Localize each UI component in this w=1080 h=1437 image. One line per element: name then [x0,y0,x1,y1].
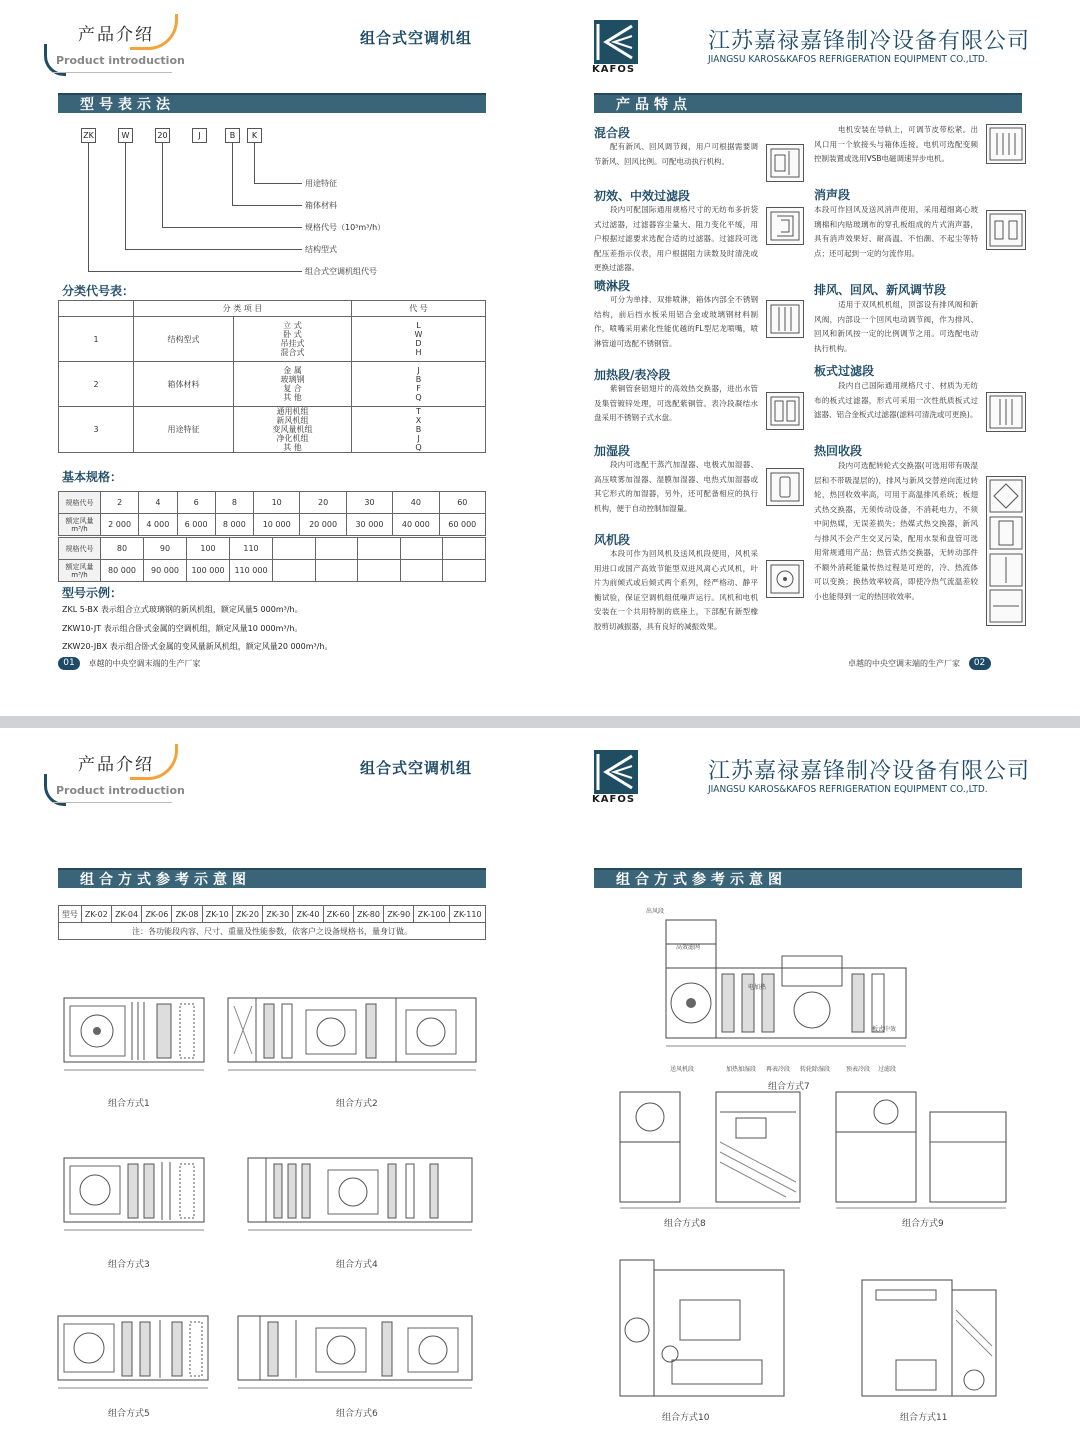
class-code-table [58,300,486,453]
model-cell: ZK-110 [450,906,486,923]
class-code: H [415,348,422,357]
leader-line [232,143,233,205]
code-label: 规格代号（10³m³/h） [305,223,386,232]
diagram-caption: 组合方式4 [336,1260,378,1270]
code-box: J [192,128,207,143]
spec-code: 8 [215,492,253,514]
feature-title: 加热段/表冷段 [594,368,671,382]
feature-title: 风机段 [594,533,631,547]
feature-title: 喷淋段 [594,279,631,293]
spec-label-code: 规格代号 [59,538,101,560]
spec-flow: 60 000 [439,514,485,536]
footer-slogan: 卓越的中央空调末端的生产厂家 [848,659,960,668]
model-cell: ZK-60 [323,906,353,923]
class-code: J [417,366,420,375]
feature-title: 加湿段 [594,444,631,458]
class-item: 吊挂式 [280,339,305,348]
company-name-cn: 江苏嘉禄嘉锋制冷设备有限公司 [708,759,1031,784]
diagram-combination-5 [56,1300,212,1398]
feature-title: 混合段 [594,126,631,140]
class-name: 用途特征 [134,407,234,453]
logo-text: KAFOS [592,794,636,805]
class-no: 2 [59,362,134,407]
company-name-cn: 江苏嘉禄嘉锋制冷设备有限公司 [708,29,1031,54]
spec-flow: 80 000 [101,560,144,582]
company-name-en: JIANGSU KAROS&KAFOS REFRIGERATION EQUIPMENT CO.,LTD. [708,54,988,65]
leader-line [232,205,302,206]
class-item: 金 属 [283,366,302,375]
page-product-features [540,0,1080,716]
class-code: L [416,321,421,330]
diagram-combination-10 [610,1250,790,1400]
diagram-label: 转轮除湿段 [800,1066,831,1073]
code-box: K [247,128,262,143]
spec-table-1 [58,491,486,536]
feature-text: 可分为单排、双排喷淋，箱体内部全不锈钢结构，前后挡水板采用铝合金或玻璃钢材料制作，喷嘴采用素化性能优越的FL型尼龙喷嘴，喷淋管道可选配不锈钢管。 [594,295,758,348]
code-label: 用途特征 [305,179,337,188]
class-code: Q [415,443,422,452]
diagram-label: 再表冷段 [766,1066,791,1073]
spec-flow: 100 000 [187,560,230,582]
feature-text: 段内可配国际通用规格尺寸的无纺布多折袋式过滤器，过滤器容尘量大、阻力变化平缓，用户根据过滤要求选配合适的过滤器。过滤段可选配压差指示仪表，用户根据阻力读数及时清洗或更换过滤器。 [594,205,758,272]
feature-title: 排风、回风、新风调节段 [814,283,947,297]
feature-text: 配有新风、回风调节阀，用户可根据需要调节新风、回风比例。可配电动执行机构。 [594,142,758,166]
class-no: 1 [59,317,134,362]
class-header-item: 分 类 项 目 [134,301,352,317]
spec-code: 100 [187,538,230,560]
model-cell: ZK-08 [172,906,202,923]
class-code: W [414,330,423,339]
class-item: 复 合 [283,384,302,393]
model-cell: ZK-02 [81,906,111,923]
logo-text: KAFOS [592,64,636,75]
feature-title: 热回收段 [814,444,863,458]
diagram-label: 出风段 [646,908,665,915]
page-model-designation [0,0,540,716]
feature-text: 紫铜管套铝翅片的高效热交换器，进出水管及集管镀锌处理，可选配紫铜管。表冷段凝结水盘采用不锈钢子式水盘。 [594,384,758,422]
leader-line [88,143,89,271]
class-item: 其 他 [283,393,302,402]
heat-recovery-icons [986,476,1026,626]
model-cell: ZK-04 [111,906,141,923]
diagram-combination-2 [226,982,480,1080]
diagram-caption: 组合方式1 [108,1099,150,1109]
spec-flow: 6 000 [177,514,215,536]
class-name: 结构型式 [134,317,234,362]
class-name: 箱体材料 [134,362,234,407]
diagram-caption: 组合方式2 [336,1099,378,1109]
spec-title: 基本规格： [62,470,123,484]
spec-code: 6 [177,492,215,514]
class-code: T [416,407,421,416]
spec-code: 4 [139,492,177,514]
code-label: 结构型式 [305,245,337,254]
page-combination-1 [0,730,540,1437]
class-code: J [417,434,420,443]
spec-flow: 30 000 [346,514,392,536]
page-number: 02 [969,657,991,670]
feature-text: 段内可选配转轮式交换器(可选用带有吸湿层和不带吸湿层的)，排风与新风交替逆向流过转轮，热回收效率高，可用于高温排风系统；板翅式热交换器，无须传动设备，不消耗电力，不须中间热媒，无误差损失；热媒式热交换器，新风与排风不会产生交叉污染，配用水泵和盘管可选用常规通用产品；热管式热交换器，无转动部件不额外消耗能量传热过程是可逆的，冷、热流体可以变换；换热效率较高，即使冷热气流温差较小也能得到一定的热回收效率。 [814,461,978,601]
spec-table-2 [58,537,486,582]
spec-code: 60 [439,492,485,514]
header-divider [52,802,172,803]
kafos-logo [594,750,638,794]
diagram-caption: 组合方式7 [768,1082,810,1092]
class-code: B [415,375,422,384]
kafos-logo [594,20,638,64]
feature-text: 本段可作为回风机及送风机段使用，风机采用进口或国产高效节能型双进风离心式风机，叶片为前倾式或后倾式两个系列，经严格动、静平衡试验，保证空调机组低噪声运行。风机和电机安装在一个共用特制的底座上，下部配有新型橡胶剪切减振器，具有良好的减振效果。 [594,549,758,631]
class-code: Q [415,393,422,402]
diagram-combination-1 [62,982,212,1080]
diagram-label: 加热加湿段 [726,1066,757,1073]
fan-section-icon [766,560,804,598]
header-divider [52,72,172,73]
spec-flow: 110 000 [230,560,273,582]
class-code-title: 分类代号表： [62,284,135,298]
page-separator [0,716,1080,728]
spec-code: 40 [393,492,439,514]
motor-rail-icon [986,124,1026,164]
class-item: 立 式 [283,321,302,330]
diagram-label: 板式中效 [872,1026,897,1033]
page-combination-2 [540,730,1080,1437]
model-cell: ZK-10 [202,906,232,923]
code-box: W [118,128,133,143]
spec-code: 10 [254,492,300,514]
spec-flow: 40 000 [393,514,439,536]
footer [848,657,991,670]
example-line: ZKW20-JBX 表示组合卧式金属的变风量新风机组，额定风量20 000m³/h。 [62,642,333,651]
filter-section-icon [766,207,804,245]
feature-title: 初效、中效过滤段 [594,189,691,203]
example-title: 型号示例： [62,586,123,600]
product-intro-subtitle: Product introduction [56,54,185,67]
product-intro-title: 产品介绍 [78,755,154,775]
spec-code: 90 [144,538,187,560]
spec-code: 30 [346,492,392,514]
section-header-features: 产品特点 [594,93,1022,113]
company-name-en: JIANGSU KAROS&KAFOS REFRIGERATION EQUIPMENT CO.,LTD. [708,784,988,795]
class-item: 混合式 [280,348,305,357]
section-header-combination: 组合方式参考示意图 [594,868,1022,888]
silencer-section-icon [986,210,1026,250]
diagram-caption: 组合方式6 [336,1409,378,1419]
leader-line [162,143,163,227]
model-cell: ZK-90 [384,906,414,923]
leader-line [125,249,302,250]
spec-label-code: 规格代号 [59,492,101,514]
diagram-label: 高效滤网 [676,944,701,951]
model-cell: ZK-30 [263,906,293,923]
humidifier-section-icon [766,468,804,506]
diagram-label: 过滤段 [878,1066,897,1073]
feature-title: 消声段 [814,188,851,202]
page-number: 01 [58,657,80,670]
class-item: 新风机组 [276,416,309,425]
panel-filter-icon [986,392,1026,432]
example-line: ZKL 5-BX 表示组合立式玻璃钢的新风机组，额定风量5 000m³/h。 [62,605,303,614]
code-box: ZK [81,128,96,143]
spec-code: 2 [101,492,139,514]
feature-text: 适用于双风机机组，顶部设有排风阀和新风阀，内部设一个回风电动调节阀，作为排风、回风和新风按一定的比例调节之用。可选配电动执行机构。 [814,300,978,353]
diagram-caption: 组合方式10 [662,1413,710,1423]
spec-flow: 10 000 [254,514,300,536]
example-line: ZKW10-JT 表示组合卧式金属的空调机组，额定风量10 000m³/h。 [62,624,303,633]
diagram-label: 电加热 [748,984,767,991]
mixing-section-icon [766,144,804,182]
code-label: 组合式空调机组代号 [305,267,377,276]
diagram-caption: 组合方式11 [900,1413,948,1423]
feature-text: 段内自己国际通用规格尺寸、材质为无纺布的板式过滤器，形式可采用一次性纸质板式过滤器、铝合金板式过滤器(滤料可清洗或可更换)。 [814,381,978,419]
model-note: 注：各功能段内容、尺寸、重量及性能参数，依客户之设备规格书，量身订做。 [59,923,486,940]
diagram-combination-6 [236,1300,476,1398]
class-code: B [415,425,422,434]
class-no: 3 [59,407,134,453]
diagram-combination-4 [246,1142,476,1240]
footer-slogan: 卓越的中央空调末端的生产厂家 [88,659,201,668]
feature-text: 本段可作回风及送风消声使用，采用超细离心玻璃棉和内贴玻璃布的穿孔板组成的片式消声器，具有消声效果好、耐高温、不怕潮、不起尘等特点；还可起到一定的匀流作用。 [814,205,978,258]
code-box: B [225,128,240,143]
section-header-model: 型号表示法 [58,93,486,113]
series-title: 组合式空调机组 [360,759,473,777]
diagram-caption: 组合方式3 [108,1260,150,1270]
diagram-label: 预表冷段 [846,1066,871,1073]
spec-code: 80 [101,538,144,560]
class-item: 其 他 [283,443,302,452]
footer [58,657,201,670]
feature-text: 段内可选配干蒸汽加湿器、电极式加湿器、高压喷雾加湿器、湿膜加湿器、电热式加湿器或其它形式的加湿器，另外，还可配备相应的执行机构，便于自动控制加湿量。 [594,460,758,513]
series-title: 组合式空调机组 [360,29,473,47]
coil-section-icon [766,392,804,430]
spec-flow: 2 000 [101,514,139,536]
diagram-combination-8 [610,1082,820,1212]
model-cell: ZK-06 [142,906,172,923]
model-cell: ZK-100 [414,906,450,923]
spec-code: 110 [230,538,273,560]
leader-line [125,143,126,249]
spec-label-flow: 额定风量 m³/h [59,514,101,536]
spec-flow: 8 000 [215,514,253,536]
diagram-caption: 组合方式9 [902,1219,944,1229]
feature-text: 电机安装在导轨上，可调节皮带松紧。出风口用一个软接头与箱体连接。电机可选配变频控制装置或选用VSB电磁调速异步电机。 [814,125,978,163]
class-header-code: 代 号 [352,301,486,317]
model-cell: ZK-80 [353,906,383,923]
class-code: D [415,339,422,348]
spec-label-flow: 额定风量 m³/h [59,560,101,582]
class-code: X [415,416,422,425]
leader-line [162,227,302,228]
class-item: 卧 式 [283,330,302,339]
leader-line [88,271,302,272]
product-intro-title: 产品介绍 [78,25,154,45]
diagram-combination-9 [830,1082,1010,1212]
diagram-label: 送风机段 [670,1066,695,1073]
leader-line [254,183,302,184]
spec-code: 20 [300,492,346,514]
model-cell: ZK-20 [232,906,262,923]
section-header-combination: 组合方式参考示意图 [58,868,486,888]
class-item: 玻璃钢 [280,375,305,384]
model-label: 型号 [59,906,82,923]
model-cell: ZK-40 [293,906,323,923]
code-label: 箱体材料 [305,201,337,210]
model-list-table [58,905,486,940]
spec-flow: 4 000 [139,514,177,536]
leader-line [254,143,255,183]
class-item: 变风量机组 [272,425,313,434]
product-intro-subtitle: Product introduction [56,784,185,797]
spec-flow: 20 000 [300,514,346,536]
diagram-caption: 组合方式8 [664,1219,706,1229]
spray-section-icon [766,300,804,338]
code-box: 20 [155,128,170,143]
feature-title: 板式过滤段 [814,364,875,378]
class-code: F [416,384,421,393]
diagram-combination-3 [62,1142,212,1240]
diagram-caption: 组合方式5 [108,1409,150,1419]
spec-flow: 90 000 [144,560,187,582]
class-item: 通用机组 [276,407,309,416]
diagram-combination-11 [856,1250,1006,1400]
class-item: 净化机组 [276,434,309,443]
